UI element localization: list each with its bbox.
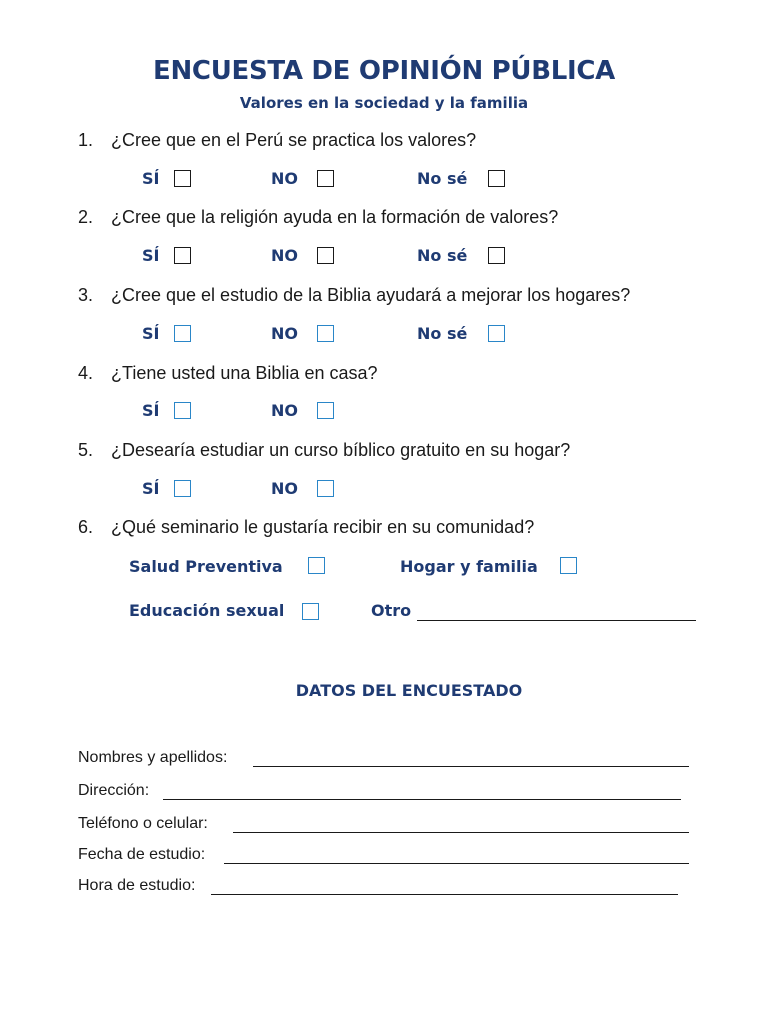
question-1 [78, 130, 476, 151]
question-number: 3. [78, 285, 94, 305]
option-no-checkbox[interactable] [317, 480, 334, 497]
option-no-label: NO [271, 479, 298, 498]
option-hogar-familia-label: Hogar y familia [400, 557, 538, 576]
option-no-label: NO [271, 324, 298, 343]
question-text: ¿Cree que la religión ayuda en la formación de valores? [111, 207, 559, 227]
question-text: ¿Desearía estudiar un curso bíblico gratuito en su hogar? [111, 440, 571, 460]
option-educacion-sexual-label: Educación sexual [129, 601, 285, 620]
option-nose-label: No sé [417, 324, 468, 343]
option-si-checkbox[interactable] [174, 170, 191, 187]
question-text: ¿Cree que en el Perú se practica los valores? [111, 130, 477, 150]
question-text: ¿Qué seminario le gustaría recibir en su comunidad? [111, 517, 535, 537]
option-si-label: SÍ [142, 479, 160, 498]
option-no-label: NO [271, 401, 298, 420]
option-nose-checkbox[interactable] [488, 247, 505, 264]
section-title: DATOS DEL ENCUESTADO [295, 681, 523, 700]
field-line-telefono[interactable] [233, 832, 689, 833]
option-educacion-sexual-checkbox[interactable] [302, 603, 319, 620]
question-number: 1. [78, 130, 94, 150]
field-label-fecha: Fecha de estudio: [78, 846, 206, 863]
question-5 [78, 440, 570, 461]
field-line-fecha[interactable] [224, 863, 689, 864]
field-line-direccion[interactable] [163, 799, 681, 800]
otro-blank-line[interactable] [417, 620, 696, 621]
option-nose-checkbox[interactable] [488, 170, 505, 187]
field-label-direccion: Dirección: [78, 782, 150, 799]
option-si-checkbox[interactable] [174, 480, 191, 497]
option-si-label: SÍ [142, 324, 160, 343]
option-no-checkbox[interactable] [317, 325, 334, 342]
option-si-checkbox[interactable] [174, 247, 191, 264]
option-nose-label: No sé [417, 246, 468, 265]
field-label-nombres: Nombres y apellidos: [78, 749, 228, 766]
option-nose-label: No sé [417, 169, 468, 188]
option-salud-preventiva-checkbox[interactable] [308, 557, 325, 574]
option-salud-preventiva-label: Salud Preventiva [129, 557, 283, 576]
question-number: 6. [78, 517, 94, 537]
field-line-nombres[interactable] [253, 766, 689, 767]
question-number: 4. [78, 363, 94, 383]
question-4 [78, 363, 378, 384]
question-text: ¿Cree que el estudio de la Biblia ayudará a mejorar los hogares? [111, 285, 631, 305]
page-title: ENCUESTA DE OPINIÓN PÚBLICA [153, 56, 615, 86]
option-no-checkbox[interactable] [317, 402, 334, 419]
question-number: 2. [78, 207, 94, 227]
question-text: ¿Tiene usted una Biblia en casa? [111, 363, 378, 383]
question-6 [78, 517, 534, 538]
option-no-checkbox[interactable] [317, 247, 334, 264]
option-si-label: SÍ [142, 401, 160, 420]
option-si-label: SÍ [142, 246, 160, 265]
option-otro-label: Otro [371, 601, 412, 620]
field-label-telefono: Teléfono o celular: [78, 815, 208, 832]
option-no-label: NO [271, 246, 298, 265]
option-si-label: SÍ [142, 169, 160, 188]
option-hogar-familia-checkbox[interactable] [560, 557, 577, 574]
field-line-hora[interactable] [211, 894, 678, 895]
option-si-checkbox[interactable] [174, 325, 191, 342]
option-no-label: NO [271, 169, 298, 188]
page-subtitle: Valores en la sociedad y la familia [239, 94, 529, 112]
option-si-checkbox[interactable] [174, 402, 191, 419]
question-3 [78, 285, 630, 306]
question-2 [78, 207, 558, 228]
field-label-hora: Hora de estudio: [78, 877, 196, 894]
option-nose-checkbox[interactable] [488, 325, 505, 342]
option-no-checkbox[interactable] [317, 170, 334, 187]
question-number: 5. [78, 440, 94, 460]
